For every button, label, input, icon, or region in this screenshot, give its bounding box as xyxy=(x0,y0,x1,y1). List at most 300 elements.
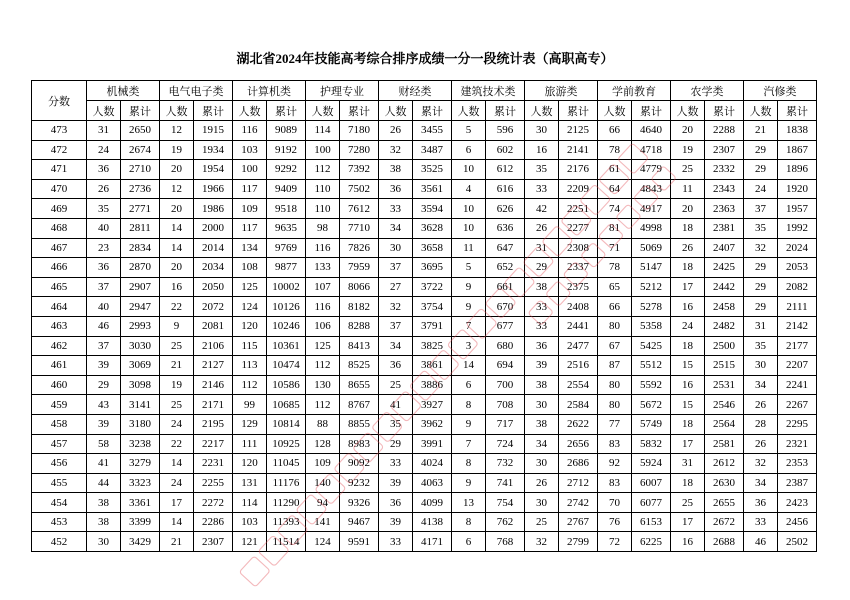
cumulative-cell: 2125 xyxy=(559,121,598,141)
count-cell: 15 xyxy=(671,356,705,376)
count-cell: 10 xyxy=(452,218,486,238)
cumulative-cell: 2742 xyxy=(559,493,598,513)
score-cell: 463 xyxy=(32,316,87,336)
count-cell: 25 xyxy=(160,395,194,415)
count-cell: 140 xyxy=(306,473,340,493)
cumulative-cell: 2456 xyxy=(778,512,817,532)
count-cell: 58 xyxy=(87,434,121,454)
count-cell: 29 xyxy=(379,434,413,454)
cumulative-cell: 768 xyxy=(486,532,525,552)
cumulative-cell: 4998 xyxy=(632,218,671,238)
count-cell: 11 xyxy=(452,238,486,258)
cumulative-cell: 2407 xyxy=(705,238,744,258)
cumulative-cell: 4718 xyxy=(632,140,671,160)
cumulative-cell: 5212 xyxy=(632,277,671,297)
count-cell: 19 xyxy=(160,375,194,395)
cumulative-cell: 762 xyxy=(486,512,525,532)
count-cell: 29 xyxy=(744,160,778,180)
cumulative-cell: 3825 xyxy=(413,336,452,356)
cumulative-cell: 2811 xyxy=(121,218,160,238)
cumulative-cell: 5592 xyxy=(632,375,671,395)
count-cell: 10 xyxy=(452,160,486,180)
count-cell: 130 xyxy=(306,375,340,395)
count-cell: 112 xyxy=(306,395,340,415)
count-cell: 14 xyxy=(452,356,486,376)
cumulative-cell: 2546 xyxy=(705,395,744,415)
cumulative-cell: 754 xyxy=(486,493,525,513)
cumulative-cell: 4171 xyxy=(413,532,452,552)
table-row xyxy=(32,316,817,336)
count-cell: 32 xyxy=(379,140,413,160)
score-cell: 464 xyxy=(32,297,87,317)
cumulative-cell: 2255 xyxy=(194,473,233,493)
count-header: 人数 xyxy=(306,101,340,121)
cumulative-cell: 2630 xyxy=(705,473,744,493)
count-cell: 35 xyxy=(525,160,559,180)
count-cell: 129 xyxy=(233,414,267,434)
cumulative-cell: 2343 xyxy=(705,179,744,199)
cumulative-cell: 2295 xyxy=(778,414,817,434)
cumulative-cell: 2612 xyxy=(705,454,744,474)
score-cell: 457 xyxy=(32,434,87,454)
count-cell: 16 xyxy=(671,375,705,395)
cumulative-cell: 4917 xyxy=(632,199,671,219)
cumulative-cell: 3927 xyxy=(413,395,452,415)
count-cell: 112 xyxy=(306,160,340,180)
count-cell: 106 xyxy=(306,316,340,336)
cumulative-cell: 2207 xyxy=(778,356,817,376)
count-cell: 36 xyxy=(525,336,559,356)
cumulative-cell: 2146 xyxy=(194,375,233,395)
cumulative-cell: 3030 xyxy=(121,336,160,356)
count-cell: 38 xyxy=(87,512,121,532)
cumulative-cell: 1915 xyxy=(194,121,233,141)
count-cell: 18 xyxy=(671,218,705,238)
cumulative-cell: 5278 xyxy=(632,297,671,317)
cumulative-cell: 2307 xyxy=(194,532,233,552)
cumulative-cell: 2387 xyxy=(778,473,817,493)
cumulative-cell: 2141 xyxy=(559,140,598,160)
cumulative-cell: 3238 xyxy=(121,434,160,454)
cumulative-cell: 3429 xyxy=(121,532,160,552)
cumulative-cell: 3594 xyxy=(413,199,452,219)
count-cell: 33 xyxy=(525,297,559,317)
count-cell: 92 xyxy=(598,454,632,474)
count-cell: 65 xyxy=(598,277,632,297)
count-cell: 26 xyxy=(379,121,413,141)
count-cell: 20 xyxy=(671,121,705,141)
score-cell: 458 xyxy=(32,414,87,434)
cumulative-cell: 2176 xyxy=(559,160,598,180)
cumulative-cell: 3886 xyxy=(413,375,452,395)
cumulative-cell: 2127 xyxy=(194,356,233,376)
score-distribution-table xyxy=(31,80,817,552)
cumulative-header: 累计 xyxy=(486,101,525,121)
cumulative-cell: 677 xyxy=(486,316,525,336)
category-header: 汽修类 xyxy=(744,81,817,101)
count-cell: 29 xyxy=(87,375,121,395)
count-cell: 12 xyxy=(160,179,194,199)
count-cell: 124 xyxy=(306,532,340,552)
count-cell: 24 xyxy=(160,473,194,493)
cumulative-cell: 5832 xyxy=(632,434,671,454)
count-cell: 18 xyxy=(671,473,705,493)
cumulative-cell: 6077 xyxy=(632,493,671,513)
count-cell: 29 xyxy=(525,258,559,278)
cumulative-header: 累计 xyxy=(121,101,160,121)
cumulative-header: 累计 xyxy=(778,101,817,121)
count-cell: 34 xyxy=(744,473,778,493)
cumulative-cell: 2947 xyxy=(121,297,160,317)
score-cell: 452 xyxy=(32,532,87,552)
count-cell: 34 xyxy=(744,375,778,395)
cumulative-cell: 4640 xyxy=(632,121,671,141)
cumulative-cell: 2564 xyxy=(705,414,744,434)
cumulative-cell: 8855 xyxy=(340,414,379,434)
cumulative-cell: 3361 xyxy=(121,493,160,513)
cumulative-cell: 2441 xyxy=(559,316,598,336)
cumulative-cell: 2288 xyxy=(705,121,744,141)
cumulative-cell: 2907 xyxy=(121,277,160,297)
count-cell: 16 xyxy=(671,532,705,552)
cumulative-cell: 741 xyxy=(486,473,525,493)
cumulative-cell: 3279 xyxy=(121,454,160,474)
count-cell: 17 xyxy=(671,277,705,297)
cumulative-cell: 8182 xyxy=(340,297,379,317)
score-cell: 466 xyxy=(32,258,87,278)
cumulative-cell: 9232 xyxy=(340,473,379,493)
cumulative-cell: 9591 xyxy=(340,532,379,552)
cumulative-cell: 1867 xyxy=(778,140,817,160)
cumulative-cell: 2672 xyxy=(705,512,744,532)
count-header: 人数 xyxy=(744,101,778,121)
cumulative-cell: 1934 xyxy=(194,140,233,160)
count-header: 人数 xyxy=(160,101,194,121)
cumulative-cell: 7826 xyxy=(340,238,379,258)
cumulative-cell: 1920 xyxy=(778,179,817,199)
count-cell: 37 xyxy=(379,316,413,336)
count-cell: 33 xyxy=(744,512,778,532)
cumulative-cell: 2217 xyxy=(194,434,233,454)
count-cell: 14 xyxy=(160,238,194,258)
cumulative-cell: 2053 xyxy=(778,258,817,278)
cumulative-cell: 9518 xyxy=(267,199,306,219)
cumulative-cell: 2375 xyxy=(559,277,598,297)
count-cell: 112 xyxy=(233,375,267,395)
cumulative-cell: 2209 xyxy=(559,179,598,199)
table-row xyxy=(32,395,817,415)
count-cell: 32 xyxy=(379,297,413,317)
count-cell: 76 xyxy=(598,512,632,532)
cumulative-cell: 8413 xyxy=(340,336,379,356)
count-cell: 34 xyxy=(379,336,413,356)
count-cell: 120 xyxy=(233,316,267,336)
cumulative-cell: 6153 xyxy=(632,512,671,532)
count-cell: 29 xyxy=(744,258,778,278)
cumulative-cell: 2712 xyxy=(559,473,598,493)
cumulative-cell: 2267 xyxy=(778,395,817,415)
count-cell: 117 xyxy=(233,218,267,238)
count-cell: 117 xyxy=(233,179,267,199)
count-cell: 77 xyxy=(598,414,632,434)
cumulative-cell: 2423 xyxy=(778,493,817,513)
cumulative-cell: 2554 xyxy=(559,375,598,395)
cumulative-cell: 2000 xyxy=(194,218,233,238)
count-cell: 103 xyxy=(233,140,267,160)
cumulative-cell: 2650 xyxy=(121,121,160,141)
count-cell: 25 xyxy=(379,375,413,395)
count-cell: 9 xyxy=(452,277,486,297)
count-cell: 78 xyxy=(598,258,632,278)
table-row xyxy=(32,356,817,376)
count-cell: 17 xyxy=(160,493,194,513)
count-cell: 25 xyxy=(671,160,705,180)
cumulative-cell: 10002 xyxy=(267,277,306,297)
count-cell: 17 xyxy=(671,434,705,454)
table-row xyxy=(32,512,817,532)
count-cell: 30 xyxy=(379,238,413,258)
count-cell: 87 xyxy=(598,356,632,376)
cumulative-cell: 2531 xyxy=(705,375,744,395)
count-cell: 39 xyxy=(87,356,121,376)
cumulative-cell: 8288 xyxy=(340,316,379,336)
table-row xyxy=(32,160,817,180)
table-row xyxy=(32,454,817,474)
cumulative-header: 累计 xyxy=(559,101,598,121)
table-row xyxy=(32,140,817,160)
cumulative-cell: 9192 xyxy=(267,140,306,160)
cumulative-cell: 2142 xyxy=(778,316,817,336)
cumulative-cell: 10126 xyxy=(267,297,306,317)
cumulative-cell: 9326 xyxy=(340,493,379,513)
cumulative-cell: 10586 xyxy=(267,375,306,395)
count-cell: 124 xyxy=(233,297,267,317)
table-row xyxy=(32,179,817,199)
count-cell: 67 xyxy=(598,336,632,356)
cumulative-cell: 2332 xyxy=(705,160,744,180)
cumulative-header: 累计 xyxy=(194,101,233,121)
table-header xyxy=(32,81,817,121)
count-cell: 61 xyxy=(598,160,632,180)
count-cell: 38 xyxy=(525,277,559,297)
cumulative-cell: 3180 xyxy=(121,414,160,434)
cumulative-cell: 3628 xyxy=(413,218,452,238)
count-cell: 26 xyxy=(744,434,778,454)
count-cell: 112 xyxy=(306,356,340,376)
cumulative-cell: 2993 xyxy=(121,316,160,336)
cumulative-cell: 2736 xyxy=(121,179,160,199)
count-cell: 25 xyxy=(160,336,194,356)
count-cell: 98 xyxy=(306,218,340,238)
cumulative-cell: 612 xyxy=(486,160,525,180)
cumulative-cell: 2834 xyxy=(121,238,160,258)
count-cell: 100 xyxy=(306,140,340,160)
cumulative-cell: 1896 xyxy=(778,160,817,180)
cumulative-cell: 1992 xyxy=(778,218,817,238)
count-cell: 36 xyxy=(744,493,778,513)
cumulative-cell: 680 xyxy=(486,336,525,356)
score-cell: 471 xyxy=(32,160,87,180)
cumulative-cell: 3098 xyxy=(121,375,160,395)
count-cell: 24 xyxy=(87,140,121,160)
cumulative-cell: 2081 xyxy=(194,316,233,336)
cumulative-cell: 11514 xyxy=(267,532,306,552)
cumulative-cell: 5358 xyxy=(632,316,671,336)
count-cell: 44 xyxy=(87,473,121,493)
count-cell: 120 xyxy=(233,454,267,474)
cumulative-cell: 9877 xyxy=(267,258,306,278)
count-cell: 30 xyxy=(744,356,778,376)
count-cell: 14 xyxy=(160,512,194,532)
count-cell: 29 xyxy=(744,297,778,317)
count-cell: 99 xyxy=(233,395,267,415)
count-header: 人数 xyxy=(671,101,705,121)
count-cell: 78 xyxy=(598,140,632,160)
cumulative-cell: 5924 xyxy=(632,454,671,474)
count-cell: 28 xyxy=(744,414,778,434)
count-cell: 4 xyxy=(452,179,486,199)
count-cell: 110 xyxy=(306,199,340,219)
category-header: 农学类 xyxy=(671,81,744,101)
cumulative-cell: 6225 xyxy=(632,532,671,552)
cumulative-cell: 2502 xyxy=(778,532,817,552)
count-cell: 107 xyxy=(306,277,340,297)
count-cell: 42 xyxy=(525,199,559,219)
count-cell: 21 xyxy=(160,356,194,376)
score-cell: 473 xyxy=(32,121,87,141)
table-row xyxy=(32,493,817,513)
cumulative-cell: 2014 xyxy=(194,238,233,258)
cumulative-header: 累计 xyxy=(267,101,306,121)
cumulative-cell: 10246 xyxy=(267,316,306,336)
count-cell: 37 xyxy=(87,277,121,297)
score-cell: 461 xyxy=(32,356,87,376)
cumulative-cell: 2307 xyxy=(705,140,744,160)
count-cell: 32 xyxy=(744,238,778,258)
table-row xyxy=(32,199,817,219)
cumulative-cell: 4779 xyxy=(632,160,671,180)
cumulative-cell: 8525 xyxy=(340,356,379,376)
count-cell: 32 xyxy=(744,454,778,474)
cumulative-cell: 7612 xyxy=(340,199,379,219)
count-cell: 83 xyxy=(598,434,632,454)
count-header: 人数 xyxy=(233,101,267,121)
cumulative-cell: 10361 xyxy=(267,336,306,356)
cumulative-cell: 2034 xyxy=(194,258,233,278)
cumulative-cell: 7180 xyxy=(340,121,379,141)
page-title: 湖北省2024年技能高考综合排序成绩一分一段统计表（高职高专） xyxy=(236,51,614,66)
cumulative-cell: 3141 xyxy=(121,395,160,415)
count-cell: 41 xyxy=(379,395,413,415)
count-cell: 46 xyxy=(744,532,778,552)
count-cell: 31 xyxy=(671,454,705,474)
cumulative-cell: 9409 xyxy=(267,179,306,199)
count-cell: 14 xyxy=(160,218,194,238)
count-cell: 80 xyxy=(598,395,632,415)
cumulative-cell: 3962 xyxy=(413,414,452,434)
count-cell: 14 xyxy=(160,454,194,474)
count-cell: 33 xyxy=(379,199,413,219)
cumulative-cell: 2656 xyxy=(559,434,598,454)
count-cell: 16 xyxy=(160,277,194,297)
count-cell: 108 xyxy=(233,258,267,278)
table-body xyxy=(32,121,817,552)
count-cell: 18 xyxy=(671,414,705,434)
cumulative-cell: 9467 xyxy=(340,512,379,532)
cumulative-cell: 2231 xyxy=(194,454,233,474)
count-cell: 17 xyxy=(671,512,705,532)
category-header: 学前教育 xyxy=(598,81,671,101)
count-cell: 125 xyxy=(306,336,340,356)
count-cell: 11 xyxy=(671,179,705,199)
count-cell: 116 xyxy=(306,297,340,317)
cumulative-cell: 2799 xyxy=(559,532,598,552)
cumulative-cell: 3455 xyxy=(413,121,452,141)
count-cell: 34 xyxy=(525,434,559,454)
count-cell: 116 xyxy=(306,238,340,258)
count-cell: 37 xyxy=(87,336,121,356)
cumulative-cell: 2171 xyxy=(194,395,233,415)
cumulative-cell: 2767 xyxy=(559,512,598,532)
cumulative-cell: 652 xyxy=(486,258,525,278)
cumulative-cell: 3561 xyxy=(413,179,452,199)
table-row xyxy=(32,297,817,317)
count-cell: 36 xyxy=(87,258,121,278)
count-cell: 36 xyxy=(379,493,413,513)
cumulative-cell: 2688 xyxy=(705,532,744,552)
count-cell: 134 xyxy=(233,238,267,258)
count-cell: 26 xyxy=(744,395,778,415)
cumulative-cell: 2024 xyxy=(778,238,817,258)
count-cell: 43 xyxy=(87,395,121,415)
cumulative-cell: 3991 xyxy=(413,434,452,454)
score-cell: 465 xyxy=(32,277,87,297)
count-cell: 81 xyxy=(598,218,632,238)
count-cell: 24 xyxy=(671,316,705,336)
count-cell: 30 xyxy=(525,454,559,474)
count-cell: 38 xyxy=(379,160,413,180)
count-cell: 125 xyxy=(233,277,267,297)
count-cell: 16 xyxy=(671,297,705,317)
cumulative-header: 累计 xyxy=(413,101,452,121)
count-cell: 20 xyxy=(160,258,194,278)
count-cell: 20 xyxy=(671,199,705,219)
score-cell: 459 xyxy=(32,395,87,415)
header-row xyxy=(32,81,817,101)
cumulative-cell: 2686 xyxy=(559,454,598,474)
count-cell: 31 xyxy=(525,238,559,258)
count-cell: 8 xyxy=(452,395,486,415)
table-row xyxy=(32,473,817,493)
count-header: 人数 xyxy=(452,101,486,121)
cumulative-cell: 11176 xyxy=(267,473,306,493)
count-cell: 26 xyxy=(525,218,559,238)
cumulative-cell: 700 xyxy=(486,375,525,395)
cumulative-cell: 2072 xyxy=(194,297,233,317)
cumulative-cell: 9292 xyxy=(267,160,306,180)
count-cell: 25 xyxy=(525,512,559,532)
cumulative-cell: 4099 xyxy=(413,493,452,513)
cumulative-cell: 7959 xyxy=(340,258,379,278)
cumulative-cell: 8767 xyxy=(340,395,379,415)
cumulative-cell: 3658 xyxy=(413,238,452,258)
category-header: 财经类 xyxy=(379,81,452,101)
cumulative-cell: 2308 xyxy=(559,238,598,258)
cumulative-cell: 3695 xyxy=(413,258,452,278)
count-cell: 33 xyxy=(379,532,413,552)
score-cell: 469 xyxy=(32,199,87,219)
cumulative-cell: 9089 xyxy=(267,121,306,141)
